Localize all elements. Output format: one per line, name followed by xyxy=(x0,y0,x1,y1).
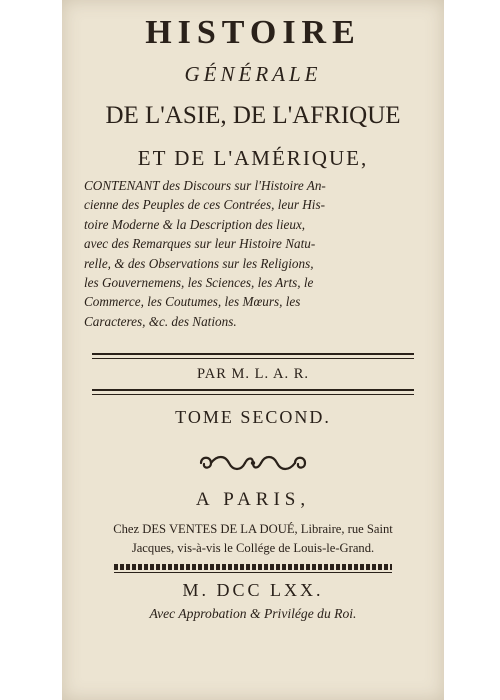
description-line: toire Moderne & la Description des lieux, xyxy=(84,216,306,232)
description-line: les Gouvernemens, les Sciences, les Arts, le xyxy=(84,275,314,291)
description-line: cienne des Peuples de ces Contrées, leur His- xyxy=(84,197,325,213)
title-line-generale: GÉNÉRALE xyxy=(184,62,322,86)
title-line-histoire: HISTOIRE xyxy=(145,14,361,51)
title-line-amerique: ET DE L'AMÉRIQUE, xyxy=(137,146,369,170)
description-line: relle, & des Observations sur les Religions, xyxy=(84,255,314,271)
volume-title: TOME SECOND. xyxy=(175,407,331,427)
description-line: Commerce, les Coutumes, les Mœurs, les xyxy=(84,294,301,310)
bottom-double-rule xyxy=(92,389,414,395)
title-line-asie-afrique: DE L'ASIE, DE L'AFRIQUE xyxy=(105,102,401,129)
title-page xyxy=(62,0,444,700)
imprint-date: M. DCC LXX. xyxy=(182,580,324,600)
description-line: Caracteres, &c. des Nations. xyxy=(84,313,237,329)
imprint-address-line: Jacques, vis-à-vis le Collége de Louis-le-Grand. xyxy=(131,541,375,555)
top-double-rule xyxy=(92,353,414,359)
description-paragraph xyxy=(84,176,430,331)
imprint-city: A PARIS, xyxy=(195,489,311,510)
author-line: PAR M. L. A. R. xyxy=(197,366,309,382)
ornamental-rule xyxy=(114,564,392,570)
imprint-publisher-line: Chez DES VENTES DE LA DOUÉ, Libraire, rue Saint xyxy=(113,522,393,536)
ornamental-rule-underline xyxy=(114,572,392,573)
scroll-ornament-icon xyxy=(193,452,313,474)
description-line: avec des Remarques sur leur Histoire Natu- xyxy=(84,236,316,252)
description-line: CONTENANT des Discours sur l'Histoire An- xyxy=(84,178,326,193)
approbation-line: Avec Approbation & Privilége du Roi. xyxy=(149,606,357,621)
